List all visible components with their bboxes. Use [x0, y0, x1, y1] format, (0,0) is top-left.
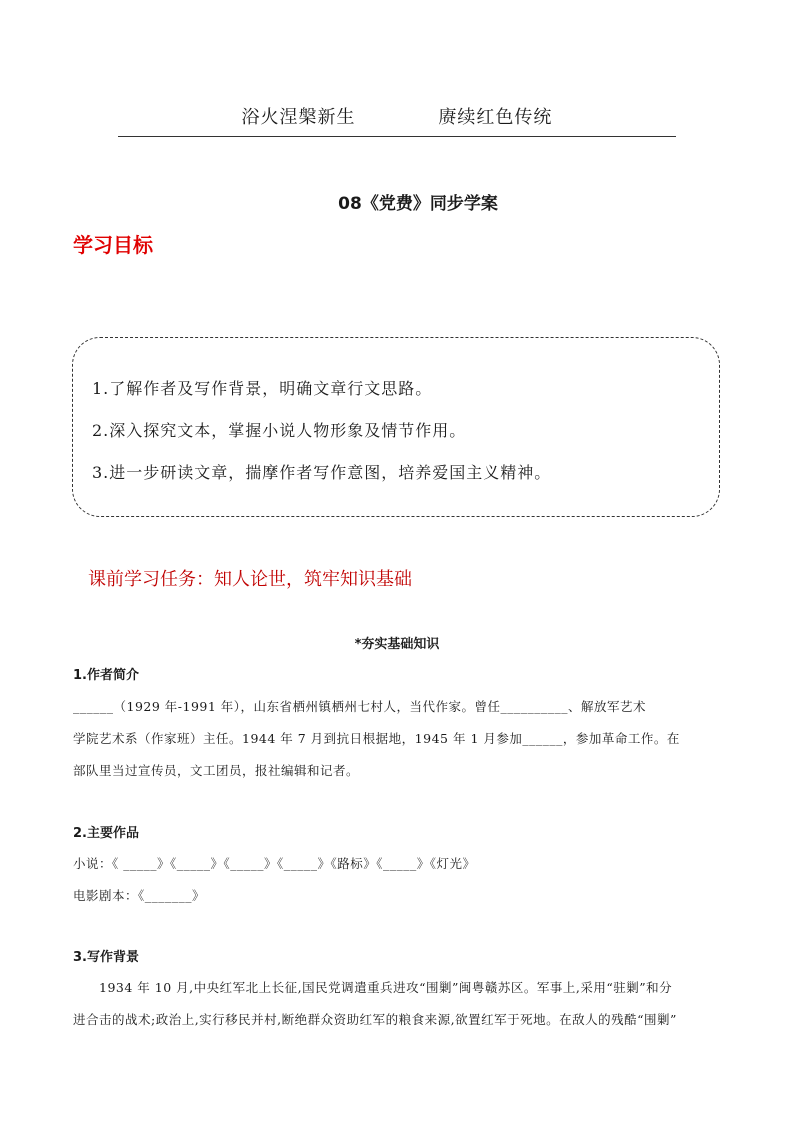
background-line-2: 进合击的战术;政治上,实行移民并村,断绝群众资助红军的粮食来源,欲置红军于死地。在敌人的残酷“围剿”	[73, 1012, 677, 1027]
pre-class-task-heading: 课前学习任务：知人论世，筑牢知识基础	[88, 569, 412, 590]
author-intro-heading: 1.作者简介	[73, 668, 139, 683]
author-intro-line-2: 学院艺术系（作家班）主任。1944 年 7 月到抗日根据地，1945 年 1 月参加______，参加革命工作。在	[73, 731, 680, 746]
goal-item-1: 1.了解作者及写作背景，明确文章行文思路。	[92, 379, 433, 398]
learning-goals-heading: 学习目标	[73, 233, 153, 257]
header-divider	[118, 136, 676, 137]
goal-item-3: 3.进一步研读文章，揣摩作者写作意图，培养爱国主义精神。	[92, 463, 552, 482]
film-script-line: 电影剧本：《_______》	[73, 888, 206, 903]
background-line-1: 1934 年 10 月,中央红军北上长征,国民党调遣重兵进攻“围剿”闽粤赣苏区。军事上,采用“驻剿”和分	[99, 980, 673, 995]
author-intro-line-3: 部队里当过宣传员，文工团员，报社编辑和记者。	[73, 763, 360, 778]
background-heading: 3.写作背景	[73, 950, 139, 965]
main-works-heading: 2.主要作品	[73, 826, 139, 841]
novels-line: 小说：《 _____》《_____》《_____》《_____》《路标》《_____》《灯光》	[73, 856, 476, 871]
header-title: 浴火涅槃新生 赓续红色传统	[241, 107, 553, 128]
document-title: 08《党费》同步学案	[338, 194, 498, 214]
author-intro-line-1: ______（1929 年-1991 年），山东省栖州镇栖州七村人，当代作家。曾任__________、解放军艺术	[73, 699, 647, 714]
goal-item-2: 2.深入探究文本，掌握小说人物形象及情节作用。	[92, 421, 467, 440]
basic-knowledge-subheading: *夯实基础知识	[354, 637, 440, 652]
